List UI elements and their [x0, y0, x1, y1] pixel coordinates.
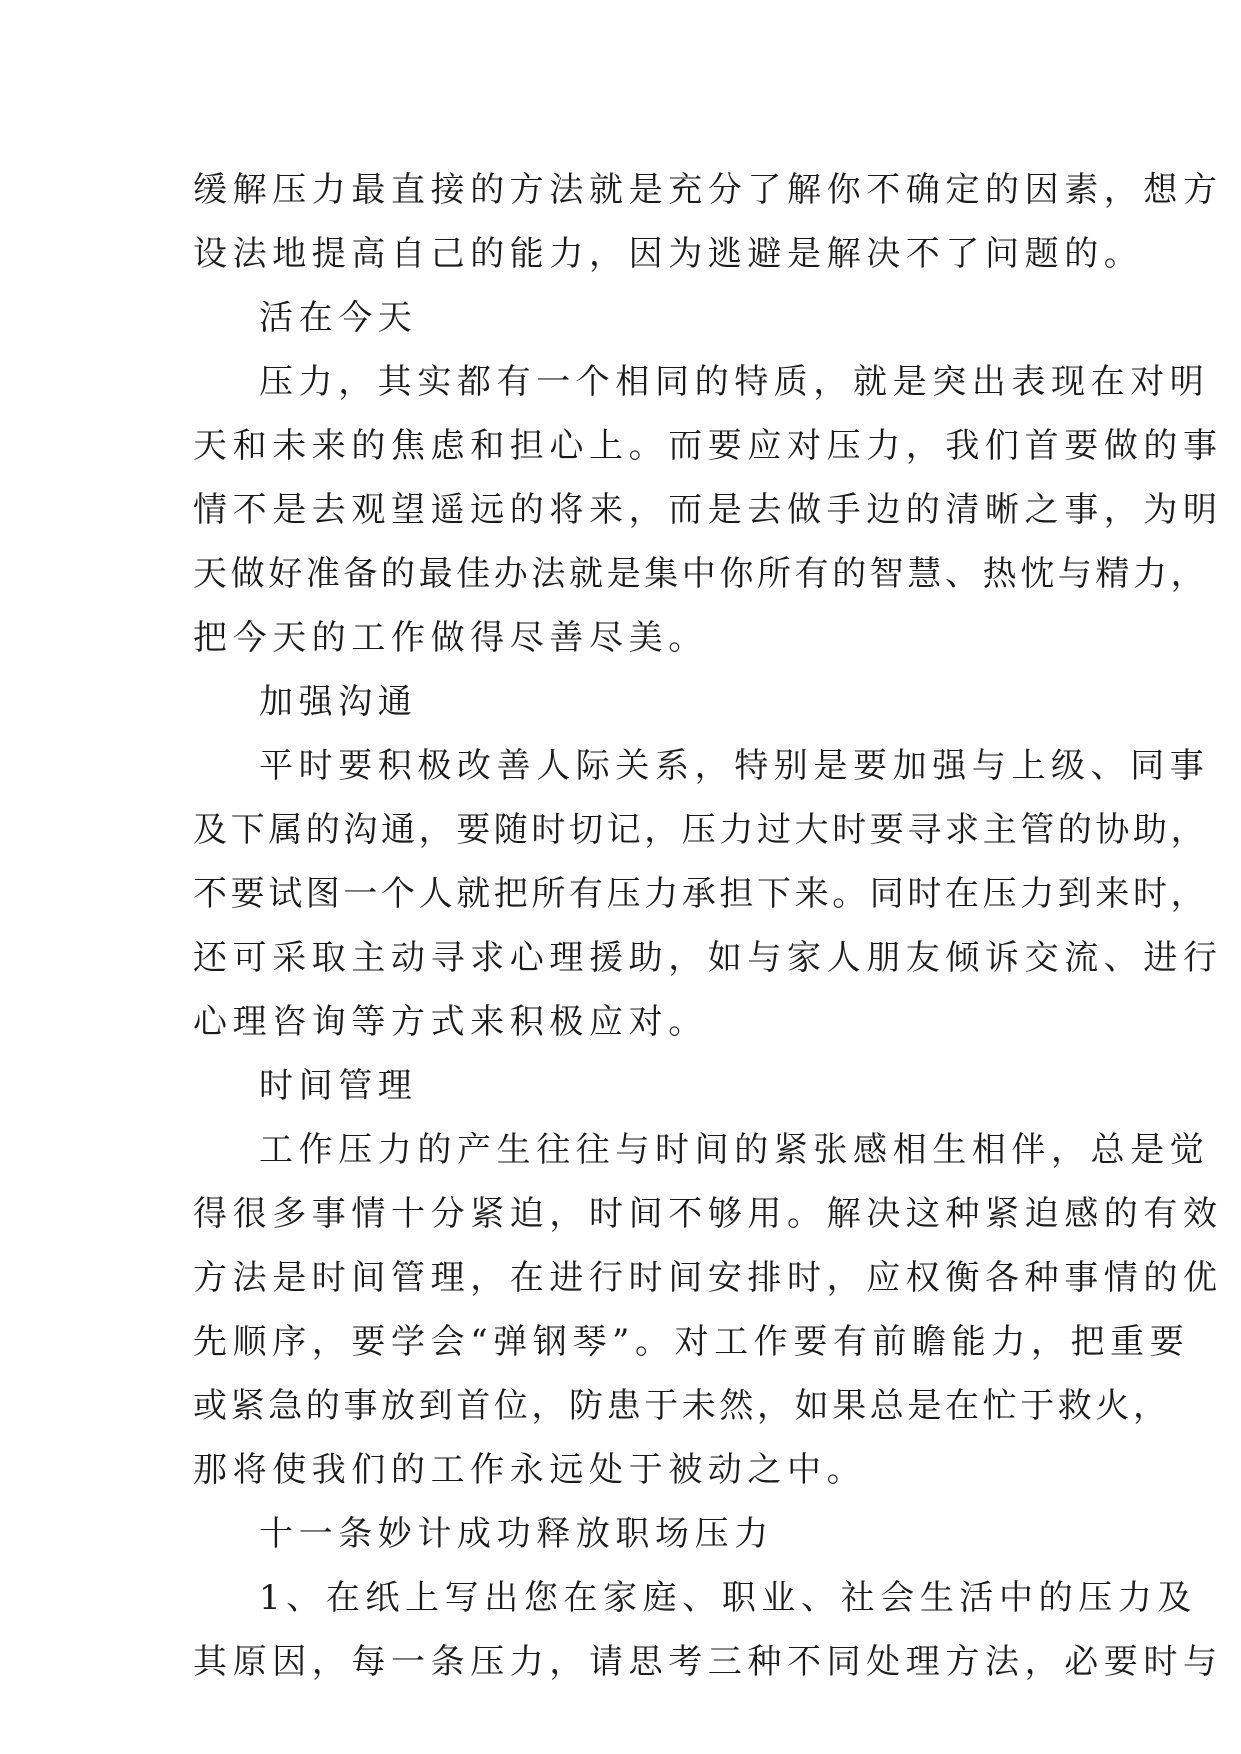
section-heading-eleven-tips: 十一条妙计成功释放职场压力 [259, 1514, 774, 1554]
body-line: 或紧急的事放到首位，防患于未然，如果总是在忙于救火， [193, 1386, 1171, 1426]
body-line: 工作压力的产生往往与时间的紧张感相生相伴，总是觉 [259, 1130, 1210, 1170]
section-heading-time-management: 时间管理 [259, 1066, 418, 1106]
body-line: 压力，其实都有一个相同的特质，就是突出表现在对明 [259, 362, 1210, 402]
body-line: 得很多事情十分紧迫，时间不够用。解决这种紧迫感的有效 [193, 1194, 1223, 1234]
body-line: 平时要积极改善人际关系，特别是要加强与上级、同事 [259, 746, 1210, 786]
list-item-line: 1、在纸上写出您在家庭、职业、社会生活中的压力及 [259, 1578, 1198, 1618]
body-line: 还可采取主动寻求心理援助，如与家人朋友倾诉交流、进行 [193, 938, 1223, 978]
body-line: 及下属的沟通，要随时切记，压力过大时要寻求主管的协助， [193, 810, 1209, 850]
body-line: 设法地提高自己的能力，因为逃避是解决不了问题的。 [193, 234, 1144, 274]
document-body [193, 158, 1223, 1694]
body-line: 缓解压力最直接的方法就是充分了解你不确定的因素，想方 [193, 170, 1223, 210]
body-line: 先顺序，要学会“弹钢琴”。对工作要有前瞻能力，把重要 [193, 1322, 1190, 1362]
body-line: 情不是去观望遥远的将来，而是去做手边的清晰之事，为明 [193, 490, 1223, 530]
body-line: 天做好准备的最佳办法就是集中你所有的智慧、热忱与精力， [193, 554, 1209, 594]
body-line: 方法是时间管理，在进行时间安排时，应权衡各种事情的优 [193, 1258, 1223, 1298]
body-line: 不要试图一个人就把所有压力承担下来。同时在压力到来时， [193, 874, 1209, 914]
body-line: 把今天的工作做得尽善尽美。 [193, 618, 708, 658]
section-heading-communication: 加强沟通 [259, 682, 418, 722]
section-heading-live-today: 活在今天 [259, 298, 418, 338]
body-line: 其原因，每一条压力，请思考三种不同处理方法，必要时与 [193, 1642, 1223, 1682]
body-line: 那将使我们的工作永远处于被动之中。 [193, 1450, 867, 1490]
body-line: 天和未来的焦虑和担心上。而要应对压力，我们首要做的事 [193, 426, 1223, 466]
body-line: 心理咨询等方式来积极应对。 [193, 1002, 708, 1042]
